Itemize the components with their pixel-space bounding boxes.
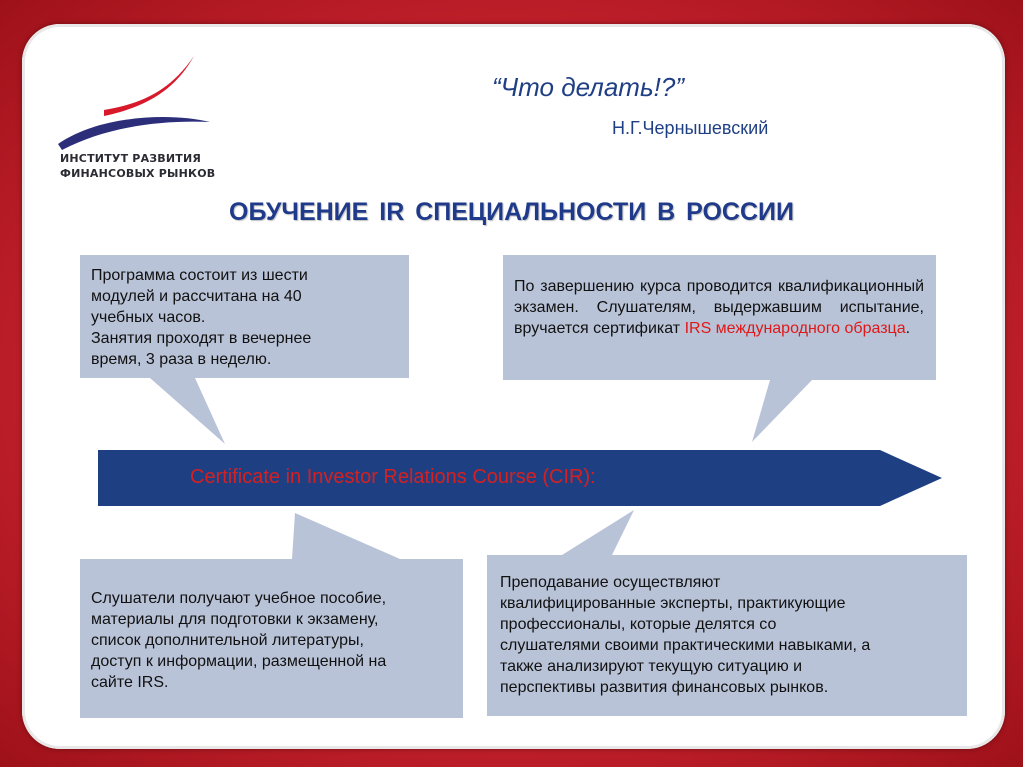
text-line: доступ к информации, размещенной на xyxy=(91,653,387,670)
logo-line-2: ФИНАНСОВЫХ РЫНКОВ xyxy=(60,167,216,180)
quote: “Что делать!?” xyxy=(492,72,684,102)
certificate-highlight: IRS международного образца xyxy=(684,320,906,337)
text-line: слушателями своими практическими навыками, а xyxy=(500,637,871,654)
text-line: перспективы развития финансовых рынков. xyxy=(500,679,829,696)
text-line: Слушатели получают учебное пособие, xyxy=(91,590,387,607)
callout-top-left-text xyxy=(91,265,403,370)
text-line: Занятия проходят в вечернее xyxy=(91,330,312,347)
text-line: квалифицированные эксперты, практикующие xyxy=(500,595,846,612)
text-line: Преподавание осуществляют xyxy=(500,574,721,591)
text-line: сайте IRS. xyxy=(91,674,169,691)
logo-line-1: ИНСТИТУТ РАЗВИТИЯ xyxy=(60,152,202,165)
text-line: учебных часов. xyxy=(91,309,206,326)
banner-label: Certificate in Investor Relations Course (CIR): xyxy=(190,466,596,488)
callout-bottom-left-text xyxy=(91,588,459,693)
callout-top-right-text xyxy=(514,276,924,339)
text-segment: По завершению курса проводится квалификационный экзамен. Слушателям, выдержавшим испытание, вручается сертификат xyxy=(514,278,924,337)
text-line: список дополнительной литературы, xyxy=(91,632,364,649)
text-line: материалы для подготовки к экзамену, xyxy=(91,611,379,628)
text-line: модулей и рассчитана на 40 xyxy=(91,288,302,305)
text-line: Программа состоит из шести xyxy=(91,267,308,284)
text-line: профессионалы, которые делятся со xyxy=(500,616,777,633)
page-title: ОБУЧЕНИЕ IR СПЕЦИАЛЬНОСТИ В РОССИИ xyxy=(229,198,794,226)
quote-author: Н.Г.Чернышевский xyxy=(612,118,769,138)
text-segment: . xyxy=(905,320,911,337)
text-line: время, 3 раза в неделю. xyxy=(91,351,272,368)
callout-bottom-right-text xyxy=(500,572,960,698)
text-line: также анализируют текущую ситуацию и xyxy=(500,658,803,675)
